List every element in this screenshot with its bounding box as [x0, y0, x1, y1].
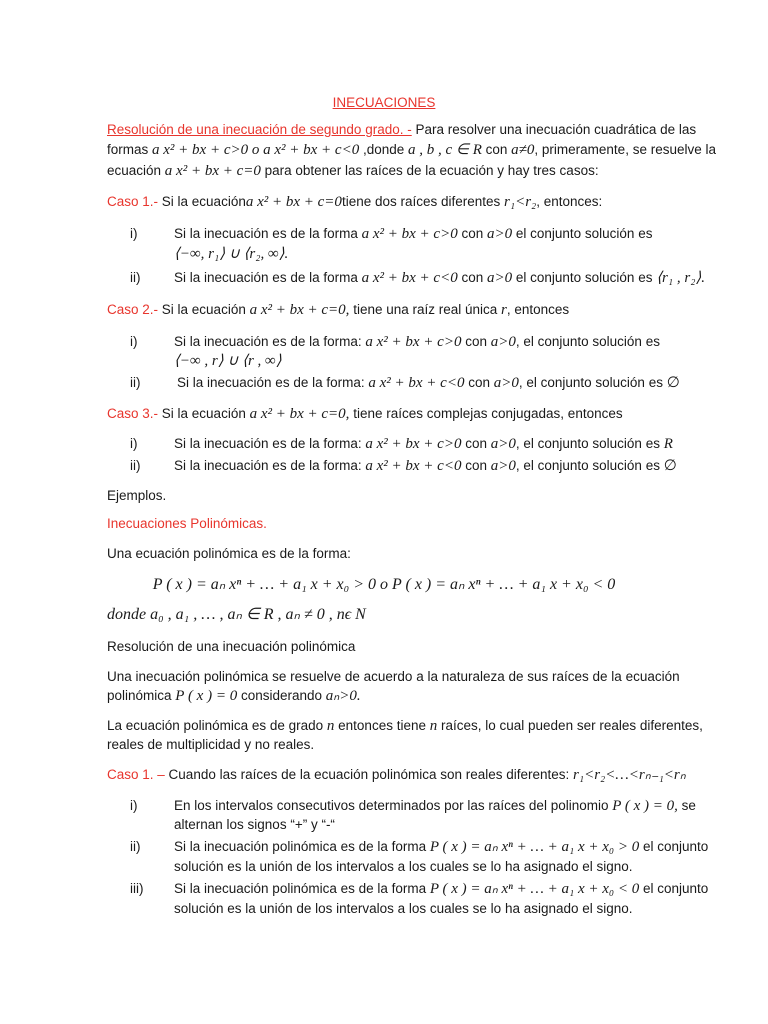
item-text: Si la inecuación es de la forma [174, 226, 362, 241]
math-expression: P ( x ) = 0 [175, 688, 238, 704]
math-expression: r₁<r₂ [504, 194, 537, 210]
intro-line-1 [107, 121, 696, 139]
item-text: el conjunto solución es [512, 226, 653, 241]
item-text: con [461, 458, 491, 473]
list-item [174, 457, 677, 475]
item-text: el conjunto solución es [512, 270, 657, 285]
subsection-heading: Resolución de una inecuación polinómica [107, 639, 356, 654]
item-text: con [461, 334, 491, 349]
empty-set: ∅ [666, 375, 680, 391]
math-expression: a≠0 [511, 142, 535, 158]
math-expression: n [326, 718, 335, 734]
case-text: , entonces [506, 302, 570, 317]
case-label: Caso 2.- [107, 302, 159, 317]
paragraph-line [107, 717, 703, 735]
math-expression: n [429, 718, 438, 734]
case-text: Si la ecuación [158, 406, 250, 421]
case-text: tiene raíces complejas conjugadas, entonces [349, 406, 623, 421]
intro-text: formas [107, 142, 153, 157]
page-title: INECUACIONES [332, 95, 436, 110]
math-expression: a>0 [490, 436, 516, 452]
paragraph-text: raíces, lo cual pueden ser reales diferentes, [437, 718, 703, 733]
case-text: Si la ecuación [158, 194, 246, 209]
math-expression: r₁<r₂<…<rₙ₋₁<rₙ [573, 767, 686, 783]
case-text: Si la ecuación [158, 302, 250, 317]
math-expression: a x² + bx + c>0 [365, 436, 462, 452]
list-item-line2: solución es la unión de los intervalos a los cuales se lo ha asignado el signo. [174, 859, 633, 874]
paragraph-line: reales de multiplicidad y no reales. [107, 737, 315, 752]
math-expression: a>0 [486, 226, 513, 242]
item-number: ii) [130, 270, 141, 285]
math-expression: aₙ>0. [325, 688, 361, 704]
item-text: Si la inecuación es de la forma: [174, 458, 366, 473]
case-text: Cuando las raíces de la ecuación polinómica son reales diferentes: [164, 767, 574, 782]
item-number: i) [130, 798, 138, 813]
solution-set: ⟨r₁ , r₂⟩. [656, 270, 706, 286]
item-text: , el conjunto solución es [515, 458, 664, 473]
item-text: , el conjunto solución es [515, 436, 664, 451]
math-expression: P ( x ) = 0, [612, 798, 678, 814]
caso3-heading [107, 405, 623, 423]
paragraph-text: entonces tiene [334, 718, 430, 733]
item-text: , el conjunto solución es [515, 334, 660, 349]
caso1-heading [107, 193, 602, 211]
math-expression: a , b , c ∈ R [408, 142, 482, 158]
item-number: iii) [130, 881, 144, 896]
intro-text: para obtener las raíces de la ecuación y hay tres casos: [260, 163, 599, 178]
case-text: , entonces: [536, 194, 603, 209]
math-expression: a x² + bx + c=0 [164, 163, 261, 179]
item-number: ii) [130, 839, 141, 854]
math-expression: a x² + bx + c>0 o a x² + bx + c<0 [152, 142, 360, 158]
math-expression: a>0 [486, 270, 513, 286]
item-text: el conjunto [639, 839, 709, 854]
math-expression: a x² + bx + c<0 [368, 375, 465, 391]
poly-caso1-heading [107, 766, 686, 784]
math-expression: r [501, 302, 507, 318]
math-expression: a x² + bx + c>0 [365, 334, 462, 350]
intro-text: , primeramente, se resuelve la [534, 142, 716, 157]
item-number: ii) [130, 375, 141, 390]
item-text: con [457, 270, 487, 285]
list-item [174, 225, 652, 243]
math-expression: a x² + bx + c<0 [365, 458, 462, 474]
section-heading: Inecuaciones Polinómicas. [107, 516, 267, 531]
item-number: ii) [130, 458, 141, 473]
paragraph-text: La ecuación polinómica es de grado [107, 718, 327, 733]
item-text: con [461, 436, 491, 451]
item-text: Si la inecuación es de la forma: [174, 436, 366, 451]
list-item [174, 797, 696, 815]
section-heading: Resolución de una inecuación de segundo grado. - [107, 122, 412, 137]
paragraph-text: polinómica [107, 688, 176, 703]
list-item [174, 269, 705, 287]
math-expression: a x² + bx + c=0, [249, 406, 350, 422]
math-expression: a x² + bx + c=0 [245, 194, 342, 210]
math-expression: a>0 [490, 458, 516, 474]
item-text: el conjunto [639, 881, 709, 896]
polynomial-formula: P ( x ) = aₙ xⁿ + … + a₁ x + x₀ > 0 o P ( x ) = aₙ xⁿ + … + a₁ x + x₀ < 0 [152, 576, 616, 593]
solution-set: ⟨−∞, r₁⟩ ∪ ⟨r₂, ∞⟩. [174, 246, 289, 262]
case-text: tiene dos raíces diferentes [341, 194, 505, 209]
intro-text: ecuación [107, 163, 165, 178]
case-label: Caso 1.- [107, 194, 159, 209]
item-text: En los intervalos consecutivos determinados por las raíces del polinomio [174, 798, 613, 813]
item-text: Si la inecuación es de la forma: [174, 334, 366, 349]
paragraph-line: Una inecuación polinómica se resuelve de acuerdo a la naturaleza de sus raíces de la ecuación [107, 669, 680, 684]
item-text: Si la inecuación polinómica es de la forma [174, 881, 430, 896]
solution-set: ⟨−∞ , r⟩ ∪ ⟨r , ∞⟩ [174, 353, 282, 369]
list-item-line2: alternan los signos “+” y “-“ [174, 817, 335, 832]
list-item [174, 838, 708, 856]
math-expression: a x² + bx + c=0, [249, 302, 350, 318]
paragraph-text: considerando [237, 688, 326, 703]
list-item [174, 333, 660, 351]
item-number: i) [130, 436, 138, 451]
intro-line-2 [107, 141, 716, 159]
item-text: Si la inecuación polinómica es de la forma [174, 839, 430, 854]
list-item-line2: solución es la unión de los intervalos a los cuales se lo ha asignado el signo. [174, 901, 633, 916]
case-label: Caso 1. – [107, 767, 165, 782]
case-text: tiene una raíz real única [349, 302, 502, 317]
list-item [174, 435, 673, 453]
intro-text: con [481, 142, 512, 157]
item-text: Si la inecuación es de la forma: [177, 375, 369, 390]
list-item [174, 880, 708, 898]
intro-text: Para resolver una inecuación cuadrática de las [411, 122, 697, 137]
item-text: , el conjunto solución es [518, 375, 667, 390]
intro-line-3 [107, 162, 599, 180]
math-expression: P ( x ) = aₙ xⁿ + … + a₁ x + x₀ > 0 [429, 839, 640, 855]
coefficients-condition: donde a₀ , a₁ , … , aₙ ∈ R , aₙ ≠ 0 , nϵ N [107, 606, 366, 623]
list-item [177, 374, 680, 392]
item-text: con [464, 375, 494, 390]
math-expression: a x² + bx + c<0 [361, 270, 458, 286]
item-number: i) [130, 226, 138, 241]
math-expression: a>0 [490, 334, 516, 350]
math-expression: P ( x ) = aₙ xⁿ + … + a₁ x + x₀ < 0 [429, 881, 640, 897]
intro-text: ,donde [359, 142, 408, 157]
item-text: Si la inecuación es de la forma [174, 270, 362, 285]
caso2-heading [107, 301, 569, 319]
math-expression: a x² + bx + c>0 [361, 226, 458, 242]
examples-heading: Ejemplos. [107, 488, 167, 503]
math-expression: a>0 [493, 375, 519, 391]
case-label: Caso 3.- [107, 406, 159, 421]
item-text: con [457, 226, 487, 241]
paragraph-line [107, 687, 361, 705]
item-number: i) [130, 334, 138, 349]
empty-set: ∅ [663, 458, 677, 474]
paragraph: Una ecuación polinómica es de la forma: [107, 546, 351, 561]
item-text: se [677, 798, 696, 813]
solution-set: R [663, 436, 673, 452]
